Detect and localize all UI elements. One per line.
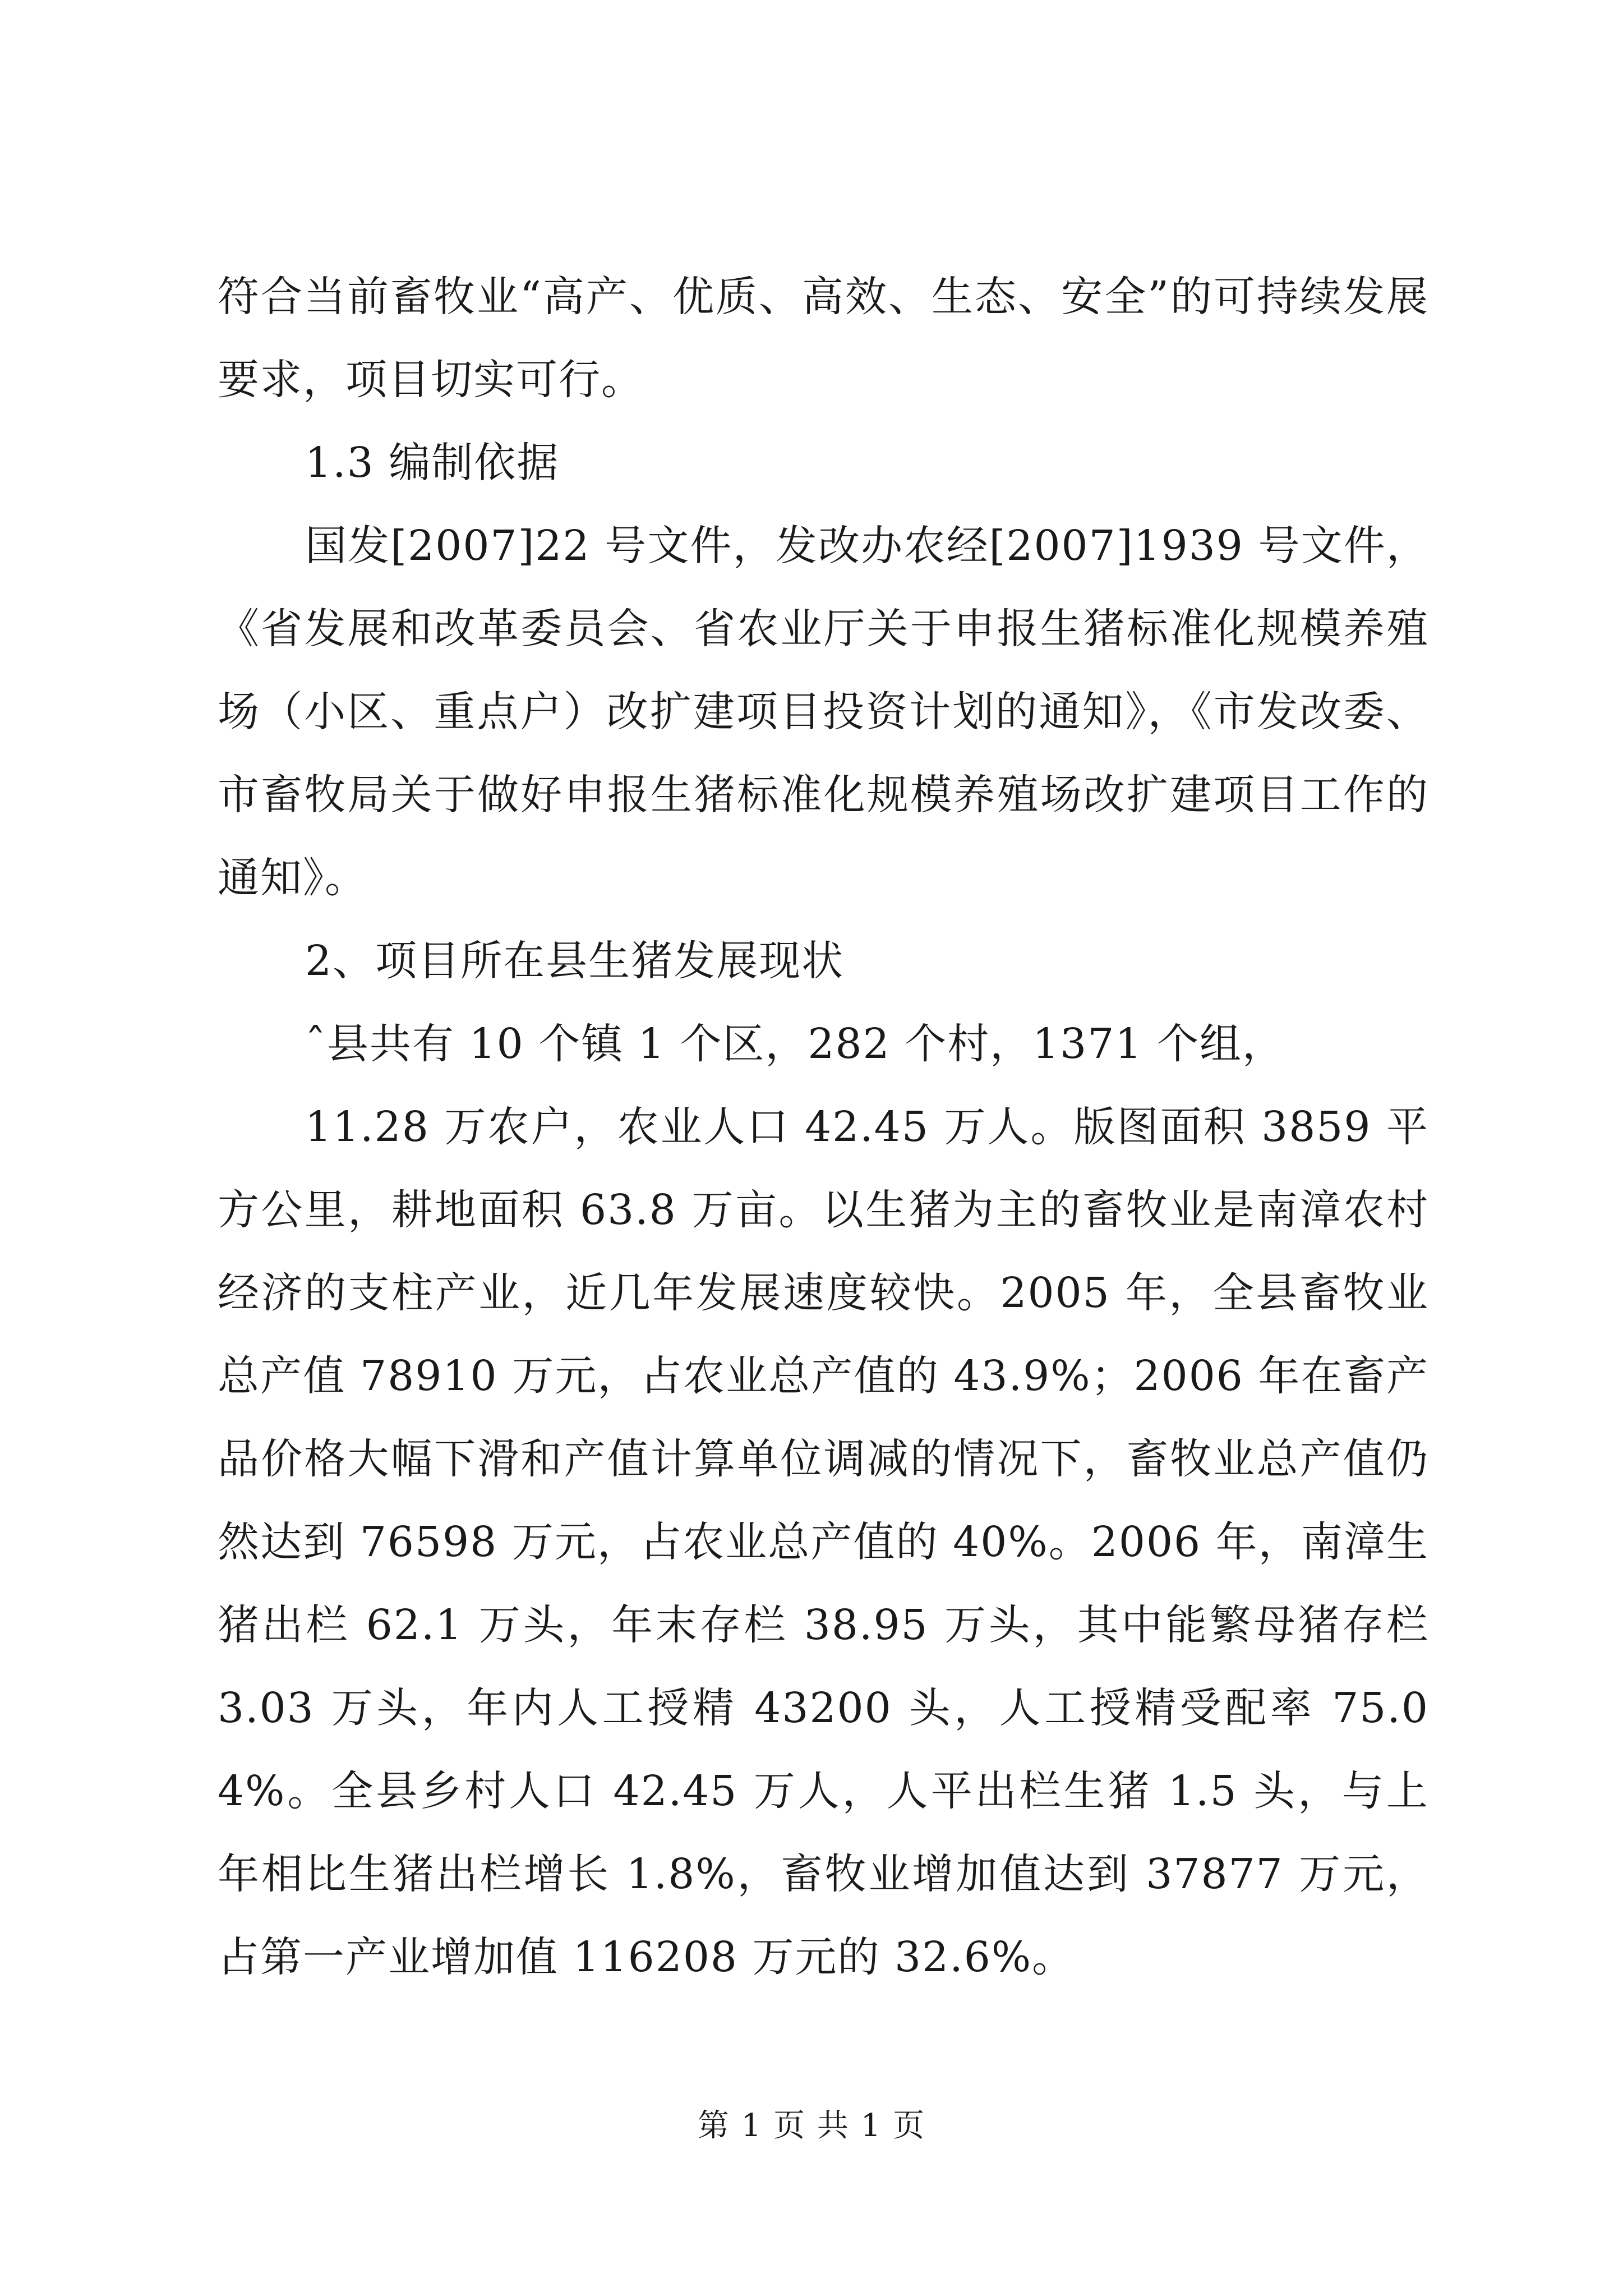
paragraph-county-statistics: 11.28 万农户，农业人口 42.45 万人。版图面积 3859 平方公里，耕地面积 63.8 万亩。以生猪为主的畜牧业是南漳农村经济的支柱产业，近几年发展速度较快。2005 年，全县畜牧业总产值 78910 万元，占农业总产值的 43.9%；2006 年在畜产品价格大幅下滑和产值计算单位调减的情况下，畜牧业总产值仍然达到 76598 万元，占农业总产值的 40%。2006 年，南漳生猪出栏 62.1 万头，年末存栏 38.95 万头，其中能繁母猪存栏 3.03 万头，年内人工授精 43200 头，人工授精受配率 75.04%。全县乡村人口 42.45 万人，人平出栏生猪 1.5 头，与上年相比生猪出栏增长 1.8%，畜牧业增加值达到 37877 万元，占第一产业增加值 116208 万元的 32.6%。 bbox=[218, 1103, 1429, 1981]
page-footer: 第 1 页 共 1 页 bbox=[697, 2108, 926, 2144]
document-body bbox=[218, 255, 1429, 1999]
section-heading-basis: 1.3 编制依据 bbox=[305, 439, 560, 487]
section-heading-status: 2、项目所在县生猪发展现状 bbox=[305, 937, 845, 985]
paragraph-continuation: 符合当前畜牧业“高产、优质、高效、生态、安全”的可持续发展要求，项目切实可行。 bbox=[218, 273, 1429, 404]
paragraph-county-summary: ˆ县共有 10 个镇 1 个区，282 个村，1371 个组， bbox=[305, 1020, 1285, 1068]
paragraph-basis: 国发[2007]22 号文件，发改办农经[2007]1939 号文件，《省发展和改革委员会、省农业厅关于申报生猪标准化规模养殖场（小区、重点户）改扩建项目投资计划的通知》，《市发改委、市畜牧局关于做好申报生猪标准化规模养殖场改扩建项目工作的通知》。 bbox=[218, 522, 1429, 902]
